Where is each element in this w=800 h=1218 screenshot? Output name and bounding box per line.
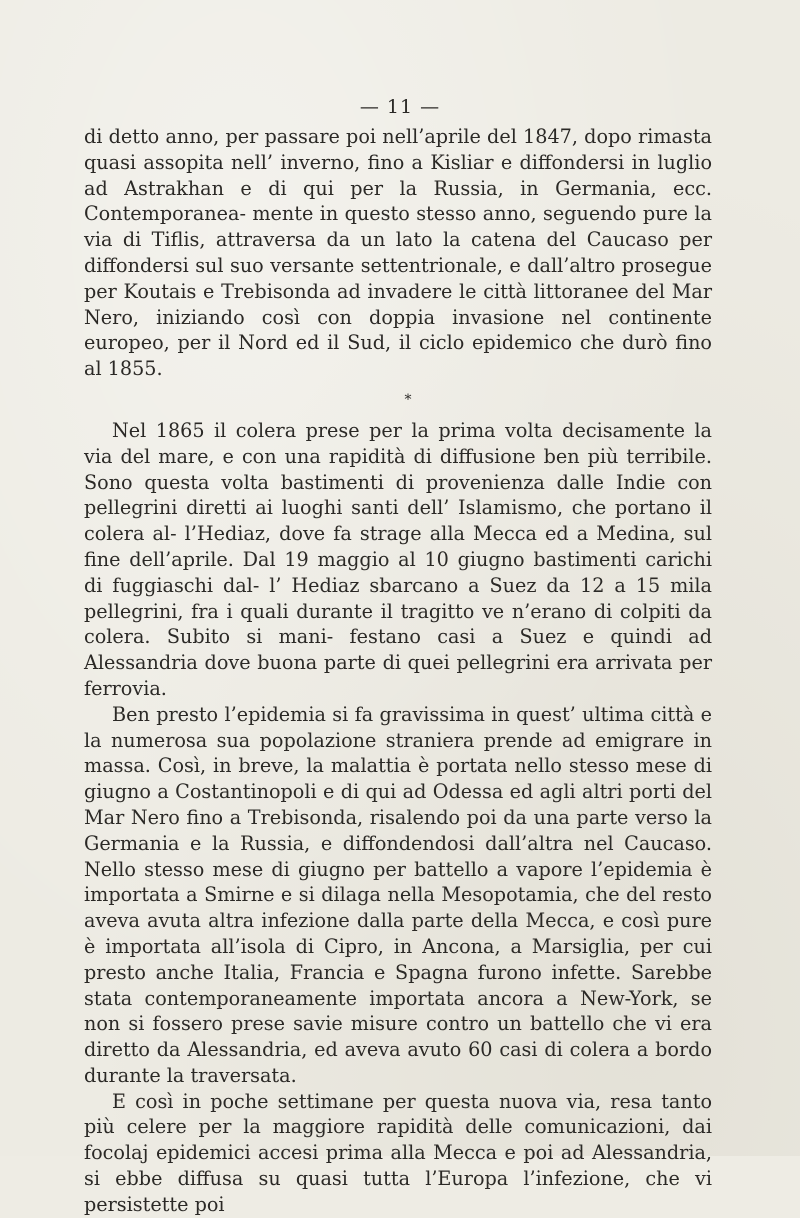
paragraph-3: Ben presto l’epidemia si fa gravissima in quest’ ultima città e la numerosa sua popolazione straniera prende ad emigrare in massa. Così, in breve, la malattia è portata nello stesso mese di giugno a Costantinopoli e di qui ad Odessa ed agli altri porti del Mar Nero fino a Trebisonda, risalendo poi da una parte verso la Germania e la Russia, e diffondendosi dall’altra nel Caucaso. Nello stesso mese di giugno per battello a vapore l’epidemia è importata a Smirne e si dilaga nella Mesopotamia, che del resto aveva avuta altra infezione dalla parte della Mecca, e così pure è importata all’isola di Cipro, in Ancona, a Marsiglia, per cui presto anche Italia, Francia e Spagna furono infette. Sarebbe stata contemporaneamente importata ancora a New-York, se non si fossero prese savie misure contro un battello che vi era diretto da Alessandria, ed aveva avuto 60 casi di colera a bordo durante la traversata. <box>84 702 712 1087</box>
paragraph-4: E così in poche settimane per questa nuova via, resa tanto più celere per la maggiore rapidità delle comunicazioni, dai focolaj epidemici accesi prima alla Mecca e poi ad Alessandria, si ebbe diffusa su quasi tutta l’Europa l’infezione, che vi persistette poi <box>84 1089 712 1216</box>
body-text <box>84 124 712 1218</box>
paragraph-2: Nel 1865 il colera prese per la prima volta decisamente la via del mare, e con una rapidità di diffusione ben più terribile. Sono questa volta bastimenti di provenienza dalle Indie con pellegrini diretti ai luoghi santi dell’ Islamismo, che portano il colera al- l’Hediaz, dove fa strage alla Mecca ed a Medina, sul fine dell’aprile. Dal 19 maggio al 10 giugno bastimenti carichi di fuggiaschi dal- l’ Hediaz sbarcano a Suez da 12 a 15 mila pellegrini, fra i quali durante il tragitto ve n’erano di colpiti da colera. Subito si mani- festano casi a Suez e quindi ad Alessandria dove buona parte di quei pellegrini era arrivata per ferrovia. <box>84 418 712 700</box>
paragraph-1: di detto anno, per passare poi nell’aprile del 1847, dopo rimasta quasi assopita nell’ inverno, fino a Kisliar e diffondersi in luglio ad Astrakhan e di qui per la Russia, in Germania, ecc. Contemporanea- mente in questo stesso anno, seguendo pure la via di Tiflis, attraversa da un lato la catena del Caucaso per diffondersi sul suo versante settentrionale, e dall’altro prosegue per Koutais e Trebisonda ad invadere le città littoranee del Mar Nero, iniziando così con doppia invasione nel continente europeo, per il Nord ed il Sud, il ciclo epidemico che durò fino al 1855. <box>84 125 712 381</box>
section-separator-asterisk: * <box>404 391 412 408</box>
page-number: — 11 — <box>359 96 441 118</box>
